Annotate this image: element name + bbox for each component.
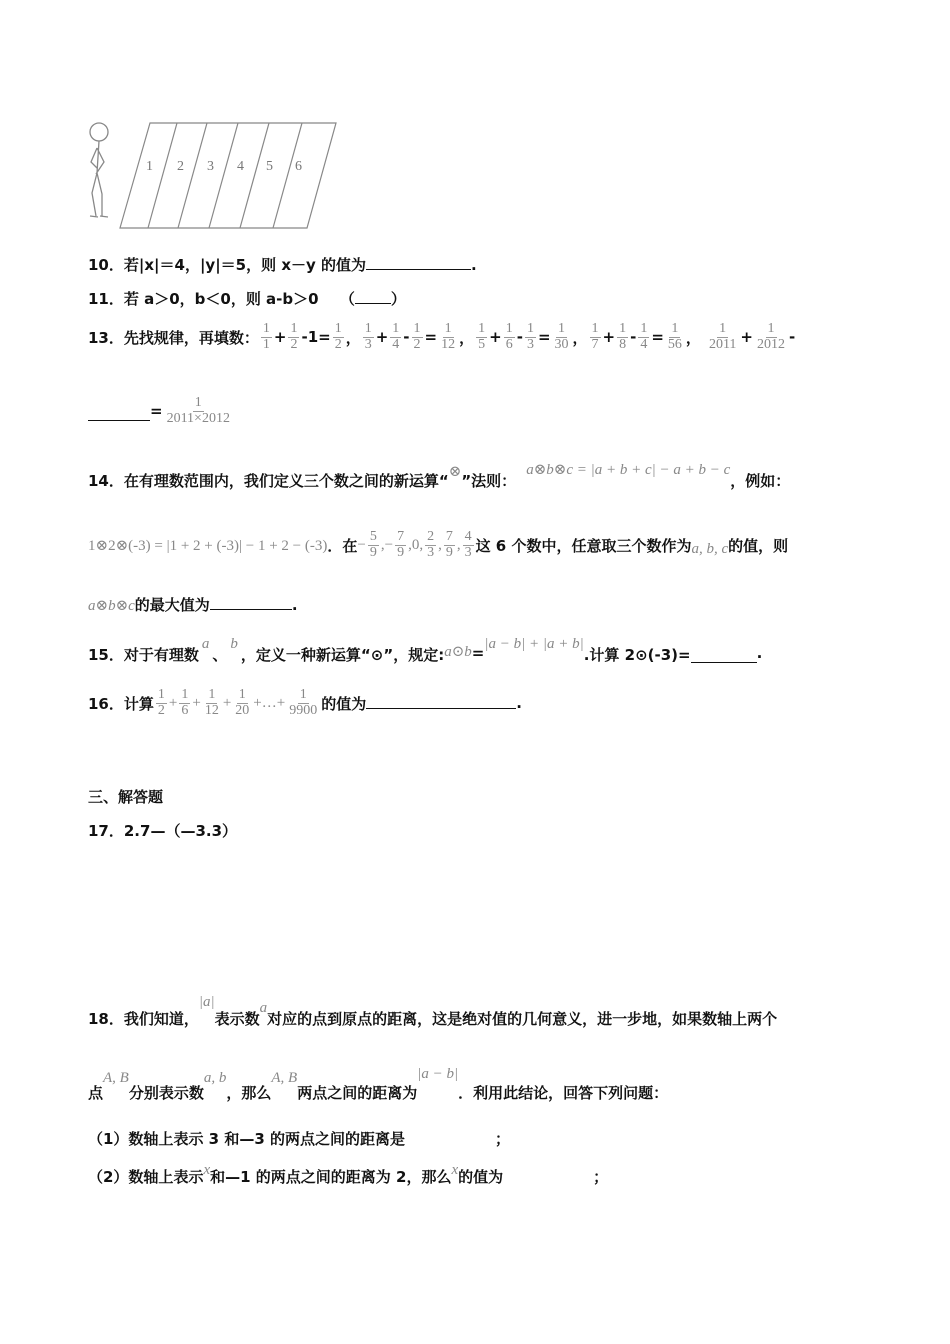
question-16: 16． 计算 $\frac{1}{2}$ + $\frac{1}{6}$ + $\frac{1}{12}$ + $\frac{1}{20}$ + … + $\frac{1}{9900}$ 的值为 . — [88, 687, 522, 718]
question-14: 14． 在有理数范围内，我们定义三个数之间的新运算“ ⊗ ”法则： a⊗b⊗c = |a + b + c| − a + b − c ，例如： — [88, 462, 791, 490]
fraction: $\frac{1}{3}$ — [526, 321, 534, 352]
answer-blank[interactable] — [366, 269, 471, 270]
question-18-sub2: （2）数轴上表示 x 和—1 的两点之间的距离为 2，那么 x 的值为 ； — [88, 1162, 609, 1186]
question-18-line2: 点 A, B 分别表示数 a, b ，那么 A, B 两点之间的距离为 |a − b| ．利用此结论，回答下列问题： — [88, 1066, 669, 1102]
answer-blank[interactable] — [88, 420, 150, 421]
fraction: $\frac{1}{5}$ — [478, 321, 486, 352]
strip-number: 4 — [237, 159, 244, 174]
fraction: $\frac{1}{3}$ — [364, 321, 372, 352]
fraction: $\frac{1}{6}$ — [181, 687, 189, 718]
answer-blank[interactable] — [691, 644, 757, 663]
question-text: 若 a＞0，b＜0，则 a-b＞0 — [123, 290, 319, 308]
question-number: 17． — [88, 822, 124, 840]
fraction: $\frac{1}{2}$ — [157, 687, 165, 718]
question-13: 13． 先找规律，再填数： $\frac{1}{1}$ + $\frac{1}{2}$ -1= $\frac{1}{2}$ ， $\frac{1}{3}$ + $\frac{1}{4}$ - $\frac{1}{2}$ = $\frac{1}{12}$ ， $\frac{1}{5}$ + $\frac{1}{6}$ - $\frac{1}{3}$ = $\frac{1}{30}$ ， $\frac{1}{7}$ + $\frac{1}{8}$ - $\frac{1}{4}$ = $\frac{1}{56}$ ， $\frac{1}{2011}$ + $\frac{1}{2012}$ - — [88, 321, 796, 352]
fraction: $\frac{1}{30}$ — [554, 321, 569, 352]
fraction: $\frac{1}{4}$ — [392, 321, 400, 352]
answer-blank[interactable] — [366, 708, 516, 709]
question-11: 11．若 a＞0，b＜0，则 a-b＞0 （ ） — [88, 290, 406, 308]
fraction: $\frac{1}{8}$ — [619, 321, 627, 352]
strip-number: 6 — [295, 159, 302, 174]
question-15: 15． 对于有理数 a 、 b ，定义一种新运算“⊙”，规定: a⊙b = |a − b| + |a + b| .计算 2⊙(-3)= . — [88, 636, 763, 664]
strip-number: 5 — [266, 159, 273, 174]
fraction: $\frac{4}{3}$ — [464, 529, 472, 560]
otimes-symbol: ⊗ — [448, 464, 462, 480]
fraction: $\frac{2}{3}$ — [427, 529, 435, 560]
strip-number: 1 — [146, 159, 153, 174]
fraction: $\frac{7}{9}$ — [445, 529, 453, 560]
fraction: $\frac{1}{2}$ — [290, 321, 298, 352]
fraction: $\frac{7}{9}$ — [397, 529, 405, 560]
fraction: $\frac{1}{2011}$ — [708, 321, 737, 352]
question-number: 10． — [88, 256, 124, 274]
strip-number: 3 — [207, 159, 214, 174]
answer-blank[interactable] — [210, 609, 292, 610]
fraction: $\frac{1}{1}$ — [262, 321, 270, 352]
question-text: 若|x|＝4，|y|＝5，则 x－y 的值为 — [123, 256, 367, 274]
fraction: $\frac{1}{9900}$ — [289, 687, 318, 718]
fraction: $\frac{1}{12}$ — [441, 321, 456, 352]
fraction: $\frac{1}{2}$ — [413, 321, 421, 352]
rule-formula: a⊗b⊗c = |a + b + c| − a + b − c — [526, 462, 731, 478]
answer-blank[interactable] — [355, 303, 391, 304]
section-title: 三、解答题 — [88, 788, 164, 806]
question-14-line2: 1⊗2⊗(-3) = |1 + 2 + (-3)| − 1 + 2 − (-3) ．在 − $\frac{5}{9}$ , − $\frac{7}{9}$ , 0 , $\frac{2}{3}$ , $\frac{7}{9}$ , $\frac{4}{3}$ 这 6 个数中，任意取三个数作为 a, b, c 的值，则 — [88, 529, 789, 560]
fraction: $\frac{1}{2012}$ — [757, 321, 785, 352]
fraction: $\frac{1}{7}$ — [591, 321, 599, 352]
fraction: $\frac{1}{12}$ — [204, 687, 219, 718]
hopscotch-figure — [80, 118, 345, 230]
question-number: 16． — [88, 694, 124, 713]
fraction: $\frac{1}{6}$ — [505, 321, 513, 352]
question-18: 18． 我们知道， |a| 表示数 a 对应的点到原点的距离，这是绝对值的几何意义，进一步地，如果数轴上两个 — [88, 994, 778, 1028]
example-formula: 1⊗2⊗(-3) = |1 + 2 + (-3)| − 1 + 2 − (-3) — [88, 537, 328, 554]
fraction: $\frac{5}{9}$ — [369, 529, 377, 560]
question-number: 14． — [88, 472, 124, 490]
fraction: $\frac{1}{20}$ — [235, 687, 250, 718]
question-number: 18． — [88, 1010, 124, 1028]
fraction: $\frac{1}{2}$ — [334, 321, 342, 352]
strip-number: 2 — [177, 159, 184, 174]
fraction: $\frac{1}{56}$ — [667, 321, 682, 352]
question-13-continued: = $\frac{1}{2011\times 2012}$ — [88, 396, 234, 426]
fraction: $\frac{1}{2011\times 2012}$ — [166, 395, 230, 426]
question-18-sub1: （1）数轴上表示 3 和—3 的两点之间的距离是 ； — [88, 1130, 510, 1148]
question-number: 11． — [88, 290, 124, 308]
stick-figure-icon — [90, 123, 108, 217]
question-number: 15． — [88, 646, 124, 664]
question-10: 10．若|x|＝4，|y|＝5，则 x－y 的值为 . — [88, 256, 477, 274]
fraction: $\frac{1}{4}$ — [640, 321, 648, 352]
question-number: 13． — [88, 328, 124, 347]
question-14-line3: a⊗b⊗c的最大值为 . — [88, 596, 298, 614]
question-17: 17．2.7—（—3.3） — [88, 822, 238, 840]
